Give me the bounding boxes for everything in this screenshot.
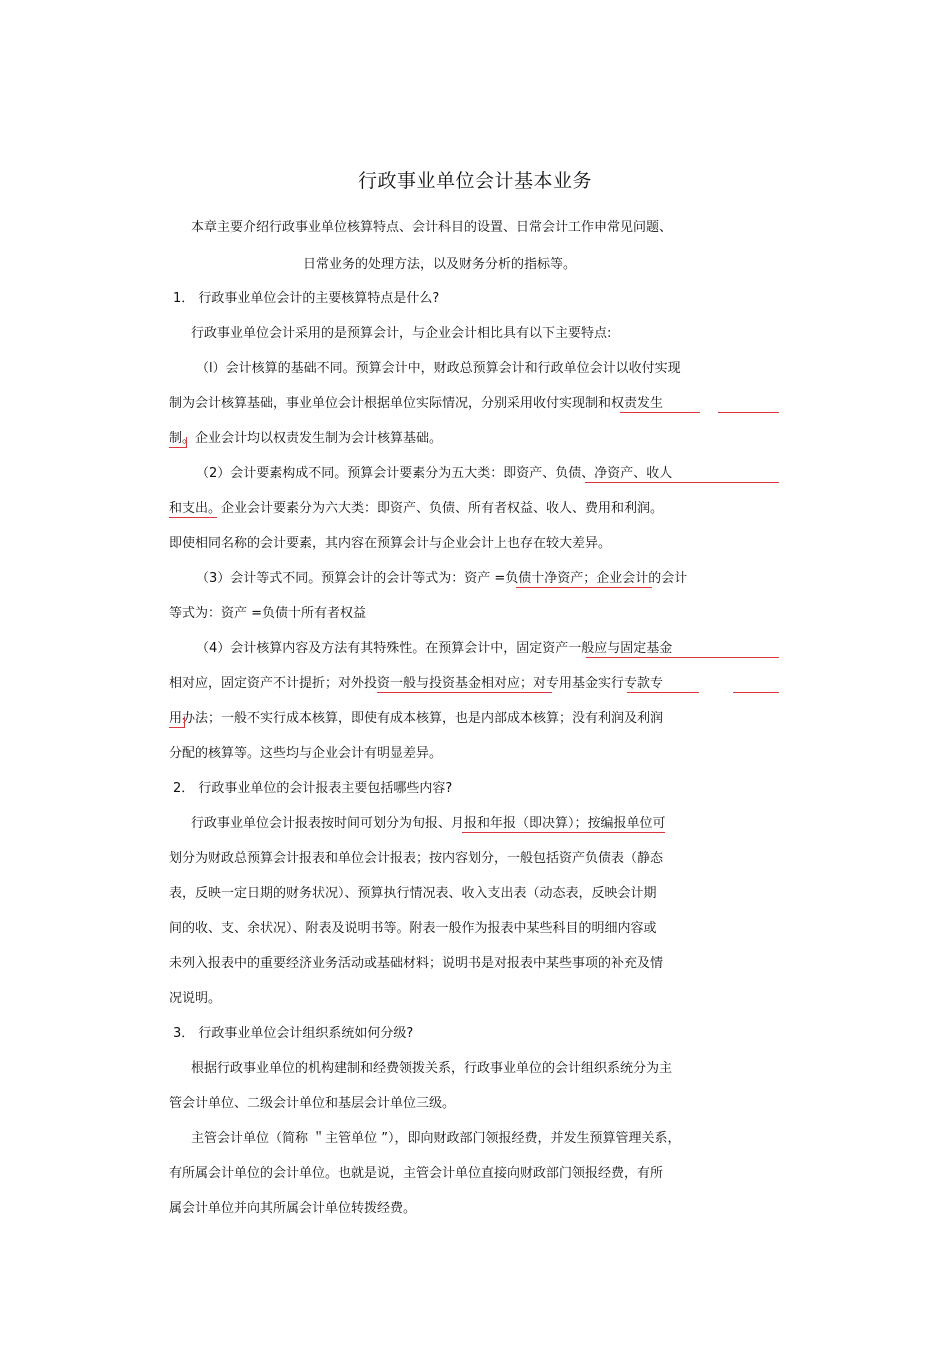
paragraph-line: 间的收、支、余状况）、附表及说明书等。附表一般作为报表中某些科目的明细内容或 [169,921,657,936]
red-underline-mark [733,692,779,693]
paragraph-line: 分配的核算等。这些均与企业会计有明显差异。 [169,746,443,761]
red-underline-mark [718,412,779,413]
paragraph-line: （l）会计核算的基础不同。预算会计中，财政总预算会计和行政单位会计以收付实现 [196,361,681,376]
paragraph-line: 等式为：资产 =负债十所有者权益 [169,606,367,621]
red-underline-mark [627,692,699,693]
paragraph-line: （3）会计等式不同。预算会计的会计等式为：资产 =负债十净资产；企业会计的会计 [196,571,688,586]
paragraph-line: 根据行政事业单位的机构建制和经费领拨关系，行政事业单位的会计组织系统分为主 [191,1061,673,1076]
paragraph-line: 管会计单位、二级会计单位和基层会计单位三级。 [169,1096,456,1111]
paragraph-line: （4）会计核算内容及方法有其特殊性。在预算会计中，固定资产一般应与固定基金 [196,641,673,656]
red-underline-mark [169,517,217,518]
paragraph-line: 即使相同名称的会计要素，其内容在预算会计与企业会计上也存在较大差异。 [169,536,612,551]
paragraph-line: 制为会计核算基础，事业单位会计根据单位实际情况，分别采用收付实现制和权责发生 [169,396,664,411]
paragraph-line: 表，反映一定日期的财务状况）、预算执行情况表、收入支出表（动态表，反映会计期 [169,886,657,901]
page-title: 行政事业单位会计基本业务 [357,170,592,192]
paragraph-line: 和支出。企业会计要素分为六大类：即资产、负债、所有者权益、收人、费用和利润。 [169,501,664,516]
red-underline-mark [586,657,779,658]
red-underline-mark [585,482,779,483]
red-underline-mark [462,832,665,833]
paragraph-line: 况说明。 [169,991,222,1006]
intro-line-2: 日常业务的处理方法，以及财务分析的指标等。 [303,257,577,272]
paragraph-line: 属会计单位并向其所属会计单位转拨经费。 [169,1201,417,1216]
intro-line-1: 本章主要介绍行政事业单位核算特点、会计科目的设置、日常会计工作申常见问题、 [191,220,673,235]
paragraph-line: 行政事业单位会计采用的是预算会计，与企业会计相比具有以下主要特点: [191,326,612,341]
paragraph-line: 行政事业单位会计报表按时间可划分为旬报、月报和年报（即决算）；按编报单位可 [191,816,666,831]
paragraph-line: 有所属会计单位的会计单位。也就是说，主管会计单位直接向财政部门领报经费，有所 [169,1166,664,1181]
paragraph-line: 用办法；一般不实行成本核算，即使有成本核算，也是内部成本核算；没有利润及利润 [169,711,664,726]
red-underline-mark [169,727,185,728]
question-3-heading: 3． 行政事业单位会计组织系统如何分级? [173,1026,414,1041]
red-underline-mark [516,587,652,588]
red-underline-mark [377,692,552,693]
red-underline-mark [620,412,700,413]
question-2-heading: 2． 行政事业单位的会计报表主要包括哪些内容? [173,781,453,796]
paragraph-line: 划分为财政总预算会计报表和单位会计报表；按内容划分，一般包括资产负债表（静态 [169,851,664,866]
paragraph-line: （2）会计要素构成不同。预算会计要素分为五大类：即资产、负债、净资产、收人 [196,466,673,481]
paragraph-line: 未列入报表中的重要经济业务活动或基础材料；说明书是对报表中某些事项的补充及情 [169,956,664,971]
question-1-heading: 1． 行政事业单位会计的主要核算特点是什么? [173,291,440,306]
paragraph-line: 制。企业会计均以权责发生制为会计核算基础。 [169,431,443,446]
red-underline-mark [186,437,187,447]
paragraph-line: 主管会计单位（简称 ＂主管单位 ”），即向财政部门领报经费，并发生预算管理关系， [191,1131,681,1146]
red-underline-mark [184,717,185,727]
red-underline-mark [169,447,187,448]
paragraph-line: 相对应，固定资产不计提折；对外投资一般与投资基金相对应；对专用基金实行专款专 [169,676,664,691]
